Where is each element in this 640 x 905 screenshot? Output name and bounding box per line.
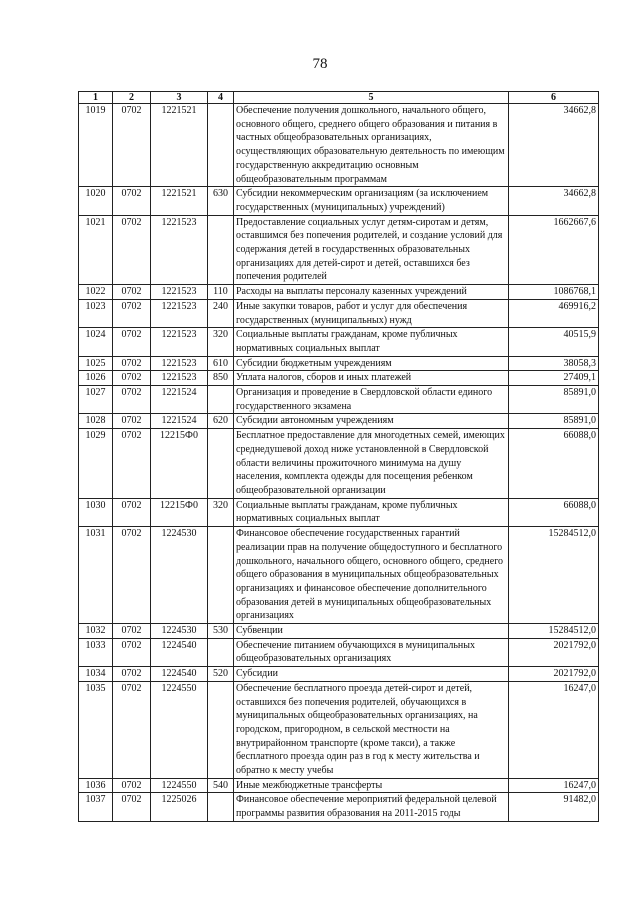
section-code-cell: 0702 — [113, 386, 151, 414]
table-row — [79, 371, 599, 386]
header-cell-3: 3 — [151, 92, 208, 104]
table-row — [79, 681, 599, 778]
header-cell-2: 2 — [113, 92, 151, 104]
section-code-cell: 0702 — [113, 624, 151, 639]
description-cell: Субсидии некоммерческим организациям (за исключением государственных (муниципальных) учреждений) — [234, 187, 509, 215]
table-row — [79, 624, 599, 639]
description-cell: Обеспечение получения дошкольного, начального общего, основного общего, среднего общего образования и питания в частных общеобразовательных организациях, осуществляющих образовательную деятельность по имеющим государственную аккредитацию основным общеобразовательным программам — [234, 104, 509, 187]
section-code-cell: 0702 — [113, 187, 151, 215]
description-cell: Субвенции — [234, 624, 509, 639]
expense-type-cell: 520 — [208, 667, 234, 682]
expense-type-cell: 850 — [208, 371, 234, 386]
expense-type-cell — [208, 429, 234, 499]
row-number-cell: 1036 — [79, 778, 113, 793]
expense-type-cell: 530 — [208, 624, 234, 639]
table-row — [79, 104, 599, 187]
row-number-cell: 1037 — [79, 793, 113, 821]
section-code-cell: 0702 — [113, 356, 151, 371]
section-code-cell: 0702 — [113, 215, 151, 285]
amount-cell: 15284512,0 — [509, 527, 599, 624]
row-number-cell: 1021 — [79, 215, 113, 285]
amount-cell: 34662,8 — [509, 187, 599, 215]
row-number-cell: 1033 — [79, 638, 113, 666]
expense-type-cell: 630 — [208, 187, 234, 215]
target-article-cell: 1221523 — [151, 371, 208, 386]
expense-type-cell: 240 — [208, 299, 234, 327]
target-article-cell: 1221523 — [151, 299, 208, 327]
section-code-cell: 0702 — [113, 299, 151, 327]
amount-cell: 2021792,0 — [509, 638, 599, 666]
description-cell: Иные межбюджетные трансферты — [234, 778, 509, 793]
expense-type-cell — [208, 215, 234, 285]
description-cell: Обеспечение бесплатного проезда детей-сирот и детей, оставшихся без попечения родителей, обучающихся в муниципальных общеобразовательных организациях, на городском, пригородном, в сельской местности на внутрирайонном транспорте (кроме такси), а также бесплатного проезда один раз в год к месту жительства и обратно к месту учебы — [234, 681, 509, 778]
target-article-cell: 12215Ф0 — [151, 498, 208, 526]
table-row — [79, 414, 599, 429]
target-article-cell: 1225026 — [151, 793, 208, 821]
row-number-cell: 1024 — [79, 328, 113, 356]
amount-cell: 40515,9 — [509, 328, 599, 356]
target-article-cell: 1224550 — [151, 778, 208, 793]
description-cell: Уплата налогов, сборов и иных платежей — [234, 371, 509, 386]
expense-type-cell — [208, 527, 234, 624]
target-article-cell: 1221523 — [151, 285, 208, 300]
target-article-cell: 1221523 — [151, 215, 208, 285]
description-cell: Субсидии — [234, 667, 509, 682]
expense-type-cell: 610 — [208, 356, 234, 371]
table-row — [79, 778, 599, 793]
table-row — [79, 187, 599, 215]
table-row — [79, 356, 599, 371]
table-row — [79, 328, 599, 356]
row-number-cell: 1027 — [79, 386, 113, 414]
amount-cell: 38058,3 — [509, 356, 599, 371]
row-number-cell: 1035 — [79, 681, 113, 778]
page-number: 78 — [312, 56, 328, 72]
description-cell: Иные закупки товаров, работ и услуг для обеспечения государственных (муниципальных) нужд — [234, 299, 509, 327]
table-row — [79, 527, 599, 624]
description-cell: Субсидии бюджетным учреждениям — [234, 356, 509, 371]
description-cell: Расходы на выплаты персоналу казенных учреждений — [234, 285, 509, 300]
amount-cell: 27409,1 — [509, 371, 599, 386]
amount-cell: 16247,0 — [509, 681, 599, 778]
section-code-cell: 0702 — [113, 681, 151, 778]
expense-type-cell — [208, 386, 234, 414]
amount-cell: 85891,0 — [509, 414, 599, 429]
expense-type-cell: 320 — [208, 328, 234, 356]
expense-type-cell: 620 — [208, 414, 234, 429]
target-article-cell: 1224540 — [151, 667, 208, 682]
header-row — [79, 92, 599, 104]
amount-cell: 34662,8 — [509, 104, 599, 187]
description-cell: Финансовое обеспечение мероприятий федеральной целевой программы развития образования на 2011-2015 годы — [234, 793, 509, 821]
row-number-cell: 1025 — [79, 356, 113, 371]
target-article-cell: 1224550 — [151, 681, 208, 778]
target-article-cell: 1221521 — [151, 187, 208, 215]
table-row — [79, 285, 599, 300]
row-number-cell: 1023 — [79, 299, 113, 327]
target-article-cell: 1221523 — [151, 356, 208, 371]
expense-type-cell: 540 — [208, 778, 234, 793]
section-code-cell: 0702 — [113, 527, 151, 624]
section-code-cell: 0702 — [113, 414, 151, 429]
header-cell-5: 5 — [234, 92, 509, 104]
table-row — [79, 638, 599, 666]
row-number-cell: 1026 — [79, 371, 113, 386]
expense-type-cell — [208, 638, 234, 666]
amount-cell: 15284512,0 — [509, 624, 599, 639]
expense-type-cell — [208, 793, 234, 821]
target-article-cell: 1221523 — [151, 328, 208, 356]
amount-cell: 1662667,6 — [509, 215, 599, 285]
target-article-cell: 1221524 — [151, 386, 208, 414]
description-cell: Предоставление социальных услуг детям-сиротам и детям, оставшимся без попечения родителей, и создание условий для содержания детей в государственных образовательных организациях для детей-сирот и детей, оставшихся без попечения родителей — [234, 215, 509, 285]
expense-type-cell — [208, 104, 234, 187]
header-cell-6: 6 — [509, 92, 599, 104]
table-row — [79, 215, 599, 285]
description-cell: Бесплатное предоставление для многодетных семей, имеющих среднедушевой доход ниже установленной в Свердловской области величины прожиточного минимума на душу населения, комплекта одежды для посещения ребенком общеобразовательной организации — [234, 429, 509, 499]
section-code-cell: 0702 — [113, 328, 151, 356]
row-number-cell: 1028 — [79, 414, 113, 429]
amount-cell: 16247,0 — [509, 778, 599, 793]
row-number-cell: 1032 — [79, 624, 113, 639]
expense-type-cell: 110 — [208, 285, 234, 300]
expense-type-cell: 320 — [208, 498, 234, 526]
description-cell: Социальные выплаты гражданам, кроме публичных нормативных социальных выплат — [234, 498, 509, 526]
row-number-cell: 1031 — [79, 527, 113, 624]
description-cell: Организация и проведение в Свердловской области единого государственного экзамена — [234, 386, 509, 414]
amount-cell: 85891,0 — [509, 386, 599, 414]
amount-cell: 2021792,0 — [509, 667, 599, 682]
table-row — [79, 498, 599, 526]
expense-type-cell — [208, 681, 234, 778]
amount-cell: 469916,2 — [509, 299, 599, 327]
budget-table — [78, 91, 599, 822]
section-code-cell: 0702 — [113, 371, 151, 386]
amount-cell: 1086768,1 — [509, 285, 599, 300]
table-row — [79, 793, 599, 821]
target-article-cell: 12215Ф0 — [151, 429, 208, 499]
section-code-cell: 0702 — [113, 667, 151, 682]
row-number-cell: 1029 — [79, 429, 113, 499]
target-article-cell: 1224540 — [151, 638, 208, 666]
table-row — [79, 386, 599, 414]
section-code-cell: 0702 — [113, 793, 151, 821]
description-cell: Обеспечение питанием обучающихся в муниципальных общеобразовательных организациях — [234, 638, 509, 666]
description-cell: Социальные выплаты гражданам, кроме публичных нормативных социальных выплат — [234, 328, 509, 356]
row-number-cell: 1022 — [79, 285, 113, 300]
section-code-cell: 0702 — [113, 285, 151, 300]
amount-cell: 66088,0 — [509, 498, 599, 526]
target-article-cell: 1221521 — [151, 104, 208, 187]
section-code-cell: 0702 — [113, 104, 151, 187]
description-cell: Финансовое обеспечение государственных гарантий реализации прав на получение общедоступного и бесплатного дошкольного, начального общего, основного общего, среднего общего образования в муниципальных общеобразовательных организациях и финансовое обеспечение дополнительного образования детей в муниципальных общеобразовательных организациях — [234, 527, 509, 624]
amount-cell: 91482,0 — [509, 793, 599, 821]
header-cell-1: 1 — [79, 92, 113, 104]
header-cell-4: 4 — [208, 92, 234, 104]
row-number-cell: 1020 — [79, 187, 113, 215]
row-number-cell: 1030 — [79, 498, 113, 526]
table-row — [79, 429, 599, 499]
target-article-cell: 1224530 — [151, 624, 208, 639]
target-article-cell: 1224530 — [151, 527, 208, 624]
row-number-cell: 1019 — [79, 104, 113, 187]
amount-cell: 66088,0 — [509, 429, 599, 499]
description-cell: Субсидии автономным учреждениям — [234, 414, 509, 429]
table-row — [79, 667, 599, 682]
section-code-cell: 0702 — [113, 638, 151, 666]
section-code-cell: 0702 — [113, 429, 151, 499]
table-row — [79, 299, 599, 327]
section-code-cell: 0702 — [113, 778, 151, 793]
section-code-cell: 0702 — [113, 498, 151, 526]
target-article-cell: 1221524 — [151, 414, 208, 429]
row-number-cell: 1034 — [79, 667, 113, 682]
